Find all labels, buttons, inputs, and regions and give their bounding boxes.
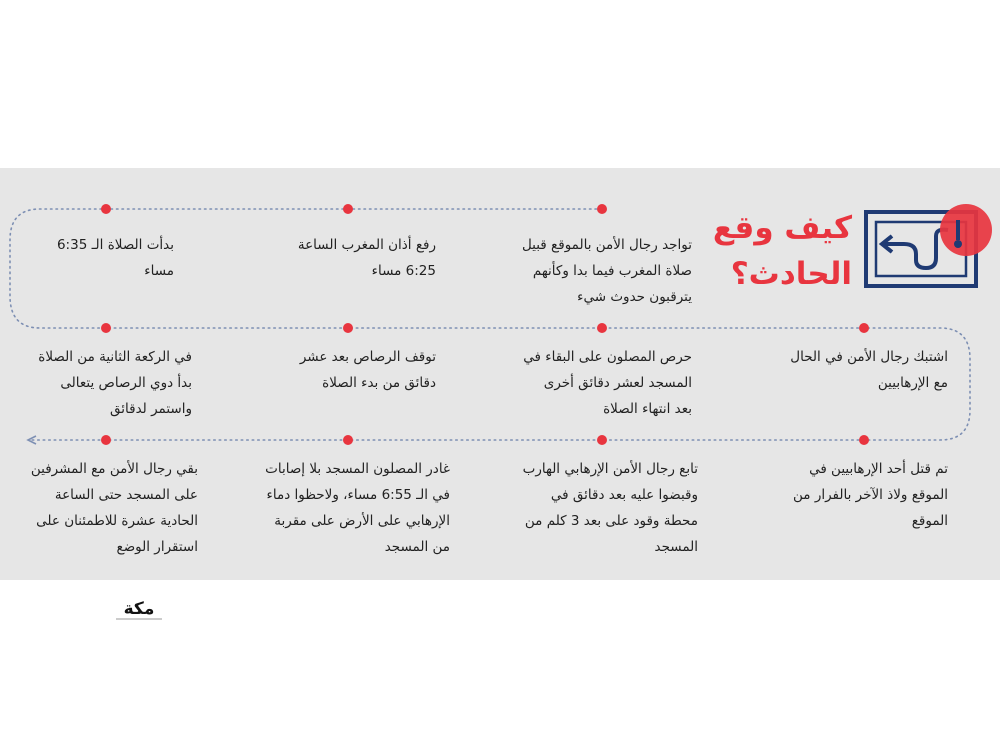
route-icon bbox=[862, 200, 992, 290]
event-text: بدأت الصلاة الـ 6:35 مساء bbox=[56, 237, 174, 279]
logo-text: مكة bbox=[123, 599, 155, 619]
event-text: غادر المصلون المسجد بلا إصابات في الـ 6:55 مساء، ولاحظوا دماء الإرهابي على الأرض على مقربة من المسجد bbox=[265, 461, 450, 555]
timeline-dot bbox=[101, 435, 111, 445]
event-text: توقف الرصاص بعد عشر دقائق من بدء الصلاة bbox=[299, 349, 436, 391]
event-text: تابع رجال الأمن الإرهابي الهارب وقبضوا عليه بعد دقائق في محطة وقود على بعد 3 كلم من المسجد bbox=[522, 461, 698, 555]
timeline-dot bbox=[597, 323, 607, 333]
event-text: بقي رجال الأمن مع المشرفين على المسجد حتى الساعة الحادية عشرة للاطمئنان على استقرار الوضع bbox=[30, 461, 198, 555]
timeline-dot bbox=[343, 435, 353, 445]
timeline-dot bbox=[343, 204, 353, 214]
timeline-dot bbox=[101, 204, 111, 214]
timeline-dot bbox=[859, 323, 869, 333]
event-text: تم قتل أحد الإرهابيين في الموقع ولاذ الآخر بالفرار من الموقع bbox=[793, 461, 948, 529]
event-text: حرص المصلون على البقاء في المسجد لعشر دقائق أخرى بعد انتهاء الصلاة bbox=[523, 349, 692, 417]
timeline-dot bbox=[343, 323, 353, 333]
timeline-dot bbox=[597, 204, 607, 214]
event-text: رفع أذان المغرب الساعة 6:25 مساء bbox=[297, 237, 436, 279]
event-text: تواجد رجال الأمن بالموقع قبيل صلاة المغرب فيما بدا وكأنهم يترقبون حدوث شيء bbox=[521, 237, 692, 305]
infographic-title: كيف وقع الحادث؟ bbox=[712, 210, 852, 292]
makkah-logo bbox=[110, 596, 168, 622]
timeline-dot bbox=[597, 435, 607, 445]
event-text: في الركعة الثانية من الصلاة بدأ دوي الرصاص يتعالى واستمر لدقائق bbox=[38, 349, 192, 417]
timeline-dot bbox=[859, 435, 869, 445]
timeline-dot bbox=[101, 323, 111, 333]
event-text: اشتبك رجال الأمن في الحال مع الإرهابيين bbox=[790, 349, 948, 391]
